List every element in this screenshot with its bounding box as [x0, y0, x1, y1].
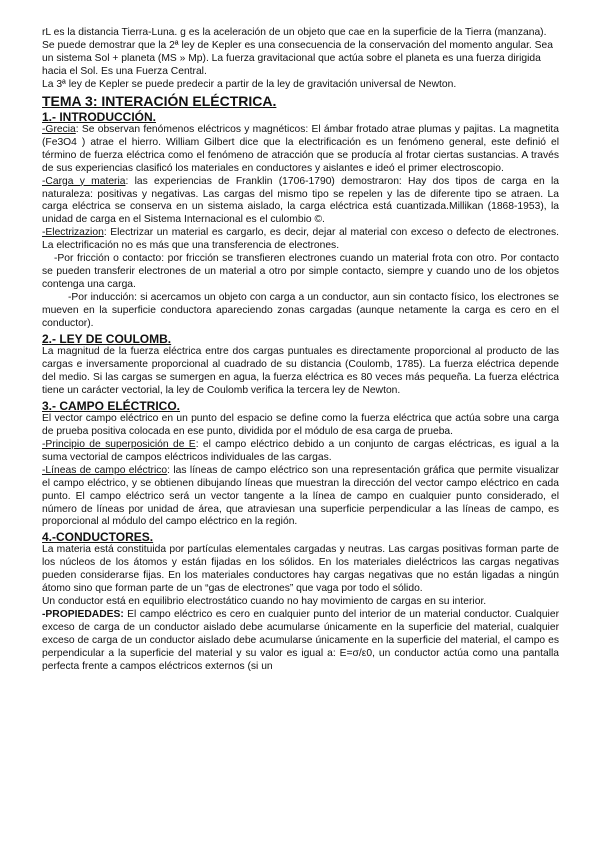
text-propiedades: El campo eléctrico es cero en cualquier punto del interior de un material conductor. Cualquier exceso de carga de un conductor aislado debe acumularse únicamente en la superficie del material, cualquier exceso de carga de un conductor aislado debe acumularse únicamente en la superficie del material, el campo es perpendicular a la superficie del material y su valor es igual a: E=σ/ε0, un conductor actúa como una pantalla perfecta frente a campos eléctricos externos (si un	[42, 609, 559, 672]
text-electrizacion: : Electrizar un material es cargarlo, es decir, dejar al material con exceso o defecto de electrones. La electrificación no es más que una transferencia de electrones.	[42, 227, 559, 252]
paragraph-propiedades	[42, 609, 559, 674]
paragraph-equilibrio: Un conductor está en equilibrio electrostático cuando no hay movimiento de cargas en su interior.	[42, 596, 487, 608]
section-heading-conductores: 4.-CONDUCTORES.	[42, 530, 154, 545]
paragraph-campo-electrico: El vector campo eléctrico en un punto del espacio se define como la fuerza eléctrica que actúa sobre una carga de prueba positiva colocada en ese punto, dividida por el módulo de esa carga de prueba.	[42, 412, 559, 437]
term-lineas-campo: -Líneas de campo eléctrico	[42, 464, 168, 476]
paragraph-superposicion	[42, 439, 559, 465]
term-grecia: -Grecia	[42, 123, 76, 135]
paragraph-carga-materia	[42, 176, 559, 228]
paragraph-induccion: -Por inducción: si acercamos un objeto con carga a un conductor, aun sin contacto físico, los electrones se mueven en la superficie conductora apareciendo zonas cargadas (aunque netamente la carga es cero en el conductor).	[42, 292, 559, 330]
term-propiedades: -PROPIEDADES:	[42, 609, 124, 621]
paragraph-friccion: -Por fricción o contacto: por fricción se transfieren electrones cuando un material frota con otro. Por contacto se pueden transferir electrones de un material a otro por simple contacto, siempre y cuando uno de los objetos contenga una carga.	[42, 253, 559, 291]
section-heading-coulomb: 2.- LEY DE COULOMB.	[42, 332, 172, 347]
text-carga-materia: : las experiencias de Franklin (1706-1790) demostraron: Hay dos tipos de carga en la naturaleza: positivas y negativas. Las cargas del mismo tipo se repelen y las de diferente tipo se atraen. La carga eléctrica se conserva en un sistema aislado, la carga eléctrica está cuantizada.Millikan (1868-1953), la unidad de carga en el Sistema Internacional es el culombio ©.	[42, 175, 559, 226]
chapter-title: TEMA 3: INTERACIÓN ELÉCTRICA.	[42, 92, 277, 109]
intro-paragraph-2: Se puede demostrar que la 2ª ley de Kepler es una consecuencia de la conservación del momento angular. Sea un sistema Sol + planeta (MS » Mp). La fuerza gravitacional que actúa sobre el planeta es una fuerza dirigida hacia el Sol. Es una Fuerza Central.	[42, 39, 553, 77]
paragraph-materia: La materia está constituida por partículas elementales cargadas y neutras. Las cargas positivas forman parte de los núcleos de los átomos y están fijadas en los sólidos. En los materiales dieléctricos las cargas negativas pueden considerarse fijas. En los materiales conductores hay cargas negativas que no están ligadas a ningún átomo sino que forman parte de un “gas de electrones” que vaga por todo el sólido.	[42, 544, 559, 595]
section-heading-introduccion: 1.- INTRODUCCIÓN.	[42, 109, 156, 124]
text-superposicion: : el campo eléctrico debido a un conjunto de cargas eléctricas, es igual a la suma vectorial de campos eléctricos individuales de las cargas.	[42, 438, 559, 463]
document-body	[42, 27, 559, 674]
term-superposicion: -Principio de superposición de E	[42, 438, 196, 450]
paragraph-lineas-campo	[42, 465, 559, 530]
term-carga-materia: -Carga y materia	[42, 175, 126, 187]
paragraph-grecia	[42, 124, 559, 176]
intro-paragraph-3: La 3ª ley de Kepler se puede predecir a partir de la ley de gravitación universal de Newton.	[42, 78, 457, 90]
text-grecia: : Se observan fenómenos eléctricos y magnéticos: El ámbar frotado atrae plumas y pajitas. La magnetita (Fe3O4 ) atrae el hierro. William Gilbert dice que la electrificación es un fenómeno general, este definió el término de fuerza eléctrica como el fenómeno de atracción que se producía al frotar ciertas sustancias. A través de sus experiencias clasificó los materiales en conductores y aislantes e ideó el primer electroscopio.	[42, 123, 559, 174]
text-lineas-campo: : las líneas de campo eléctrico son una representación gráfica que permite visualizar el campo eléctrico, y se obtienen dibujando líneas que muestran la dirección del vector campo eléctrico en cada punto. El campo eléctrico será un vector tangente a la línea de campo en cualquier punto considerado, el número de líneas por unidad de área, que atraviesan una superficie perpendicular a las líneas de campo, es proporcional al módulo del campo eléctrico en la región.	[42, 464, 559, 528]
intro-paragraph-1: rL es la distancia Tierra-Luna. g es la aceleración de un objeto que cae en la superficie de la Tierra (manzana).	[42, 27, 547, 38]
paragraph-coulomb: La magnitud de la fuerza eléctrica entre dos cargas puntuales es directamente proporcional al producto de las cargas e inversamente proporcional al cuadrado de su distancia (Coulomb, 1785). La fuerza eléctrica depende del medio. Si las cargas se sumergen en agua, la fuerza eléctrica es 80 veces más pequeña. La fuerza eléctrica tiene un carácter vectorial, la ley de Coulomb verifica la tercera ley de Newton.	[42, 346, 559, 396]
term-electrizacion: -Electrizazion	[42, 227, 104, 239]
section-heading-campo-electrico: 3.- CAMPO ELÉCTRICO.	[42, 398, 181, 413]
paragraph-electrizacion	[42, 227, 559, 253]
